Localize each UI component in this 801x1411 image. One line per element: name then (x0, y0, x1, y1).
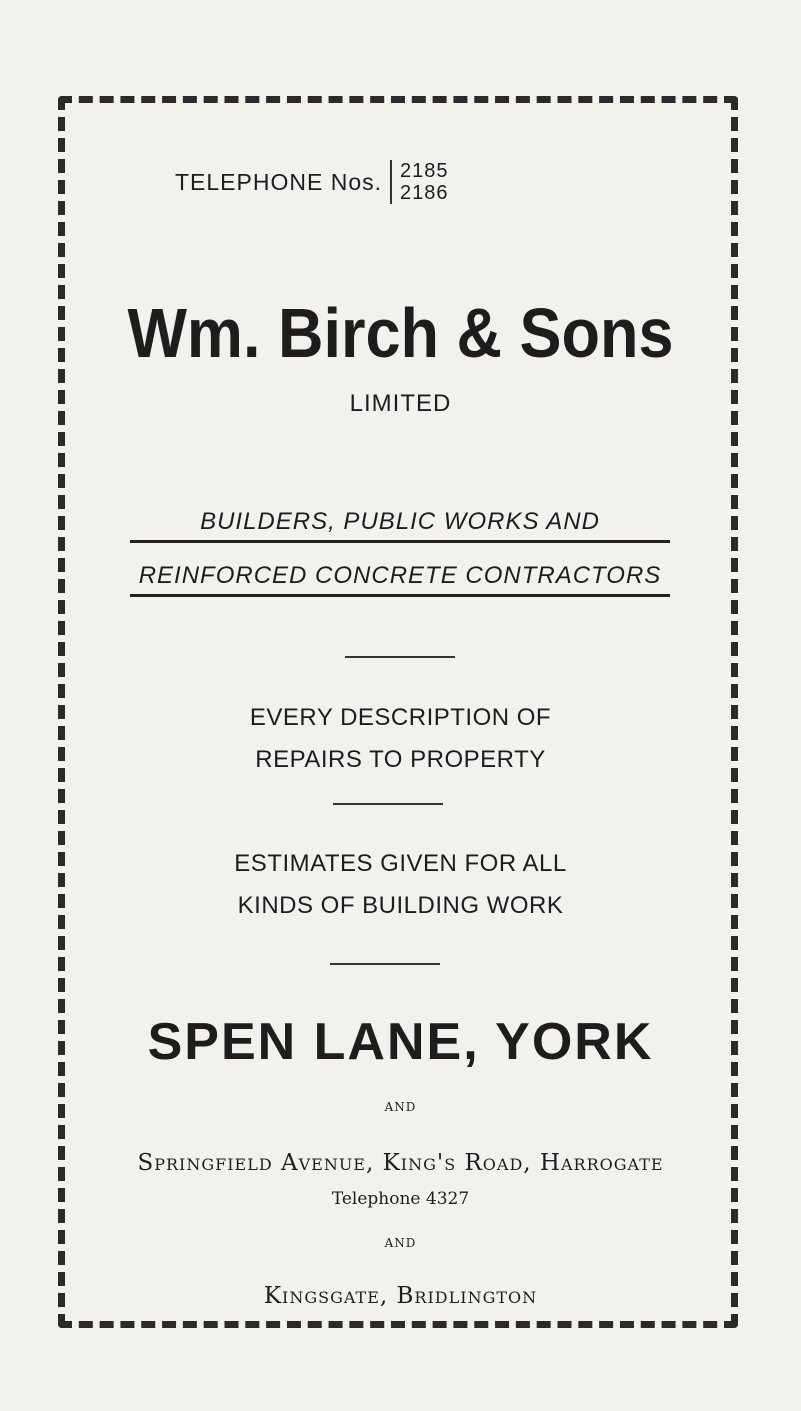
branch-telephone: Telephone 4327 (331, 1189, 470, 1209)
company-name: Wm. Birch & Sons (127, 294, 674, 372)
telephone-numbers (175, 160, 449, 204)
telephone-label: TELEPHONE Nos. (175, 168, 382, 195)
company-suffix: LIMITED (349, 390, 452, 417)
divider (345, 656, 455, 658)
repairs-line: EVERY DESCRIPTION OF (249, 704, 552, 731)
divider (330, 963, 440, 965)
divider (333, 803, 443, 805)
telephone-number-list (390, 160, 449, 204)
branch-address-harrogate: Springfield Avenue, King's Road, Harrogate (137, 1150, 664, 1176)
estimates-line: KINDS OF BUILDING WORK (237, 892, 564, 919)
estimates-line: ESTIMATES GIVEN FOR ALL (234, 850, 567, 877)
and-separator: AND (384, 1100, 417, 1114)
repairs-text (0, 697, 801, 781)
repairs-line: REPAIRS TO PROPERTY (255, 746, 546, 773)
trade-line-1: BUILDERS, PUBLIC WORKS AND (130, 508, 670, 543)
trade-line-2: REINFORCED CONCRETE CONTRACTORS (130, 562, 670, 597)
telephone-number: 2186 (400, 182, 449, 204)
main-address: SPEN LANE, YORK (147, 1013, 654, 1071)
telephone-number: 2185 (400, 160, 449, 182)
and-separator: AND (384, 1236, 417, 1250)
branch-address-bridlington: Kingsgate, Bridlington (263, 1283, 538, 1309)
estimates-text (0, 843, 801, 927)
